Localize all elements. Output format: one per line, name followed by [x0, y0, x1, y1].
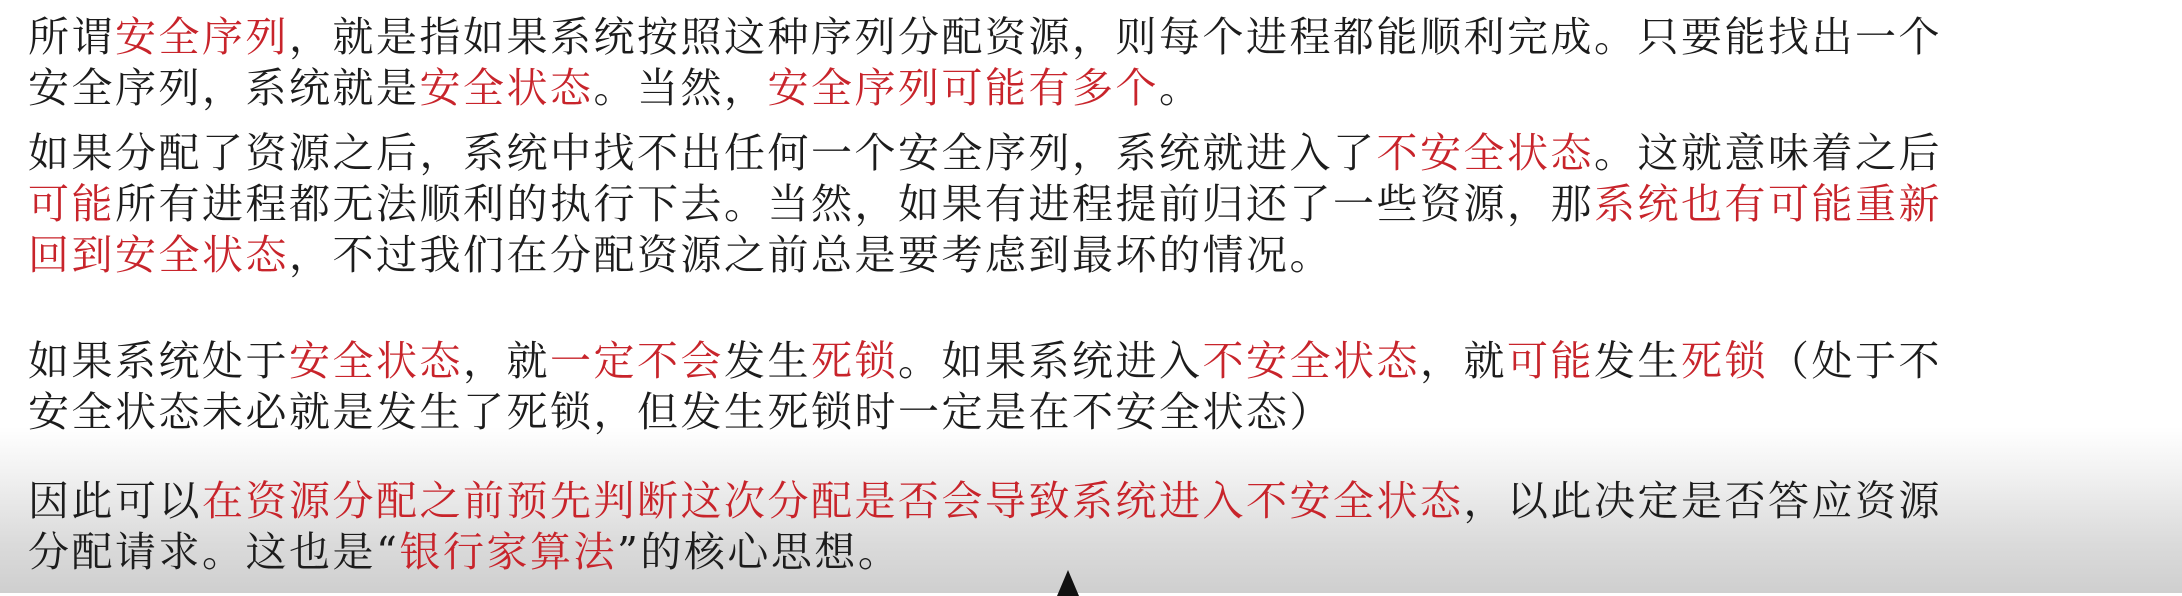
text-line	[28, 128, 2158, 179]
highlighted-term: 一定不会	[550, 337, 724, 385]
highlighted-term: 死锁	[811, 337, 898, 385]
text-run: 。如果系统进入	[898, 337, 1203, 385]
text-run: ，就是指如果系统按照这种序列分配资源，则每个进程都能顺利完成。只要能找出一个	[289, 13, 1942, 61]
highlighted-term: 可能	[1507, 337, 1594, 385]
text-run: 。这就意味着之后	[1594, 129, 1942, 177]
text-line	[28, 387, 2158, 438]
text-run: ，就	[1420, 337, 1507, 385]
text-run: 。	[1159, 64, 1203, 112]
highlighted-term: 银行家算法	[399, 528, 617, 576]
text-run: ，不过我们在分配资源之前总是要考虑到最坏的情况。	[289, 231, 1333, 279]
text-run: 所有进程都无法顺利的执行下去。当然，如果有进程提前归还了一些资源，那	[115, 180, 1594, 228]
highlighted-term: 安全序列	[115, 13, 289, 61]
text-run: 安全序列，系统就是	[28, 64, 420, 112]
paragraph-unsafe-state-explanation	[28, 128, 2158, 281]
text-run: 如果系统处于	[28, 337, 289, 385]
text-run: ”的核心思想。	[616, 528, 902, 576]
highlighted-term: 可能	[28, 180, 115, 228]
highlighted-term: 不安全状态	[1202, 337, 1420, 385]
highlighted-term: 不安全状态	[1376, 129, 1594, 177]
text-run: 因此可以	[28, 477, 202, 525]
text-run: 。当然，	[593, 64, 768, 112]
text-run: 分配请求。这也是“	[28, 528, 400, 576]
highlighted-term: 在资源分配之前预先判断这次分配是否会导致系统进入不安全状态	[202, 477, 1464, 525]
text-line	[28, 179, 2158, 230]
text-line	[28, 336, 2158, 387]
text-run: 发生	[724, 337, 811, 385]
paragraph-safe-sequence-definition	[28, 12, 2158, 114]
text-line	[28, 230, 2158, 281]
highlighted-term: 系统也有可能重新	[1594, 180, 1942, 228]
text-run: 发生	[1594, 337, 1681, 385]
paragraph-bankers-algorithm-idea	[28, 476, 2158, 578]
text-run: （处于不	[1768, 337, 1942, 385]
highlighted-term: 死锁	[1681, 337, 1768, 385]
text-line	[28, 476, 2158, 527]
text-run: ，以此决定是否答应资源	[1463, 477, 1942, 525]
highlighted-term: 安全状态	[289, 337, 463, 385]
text-line	[28, 63, 2158, 114]
text-run: 安全状态未必就是发生了死锁，但发生死锁时一定是在不安全状态）	[28, 388, 1333, 436]
highlighted-term: 安全序列可能有多个	[767, 64, 1159, 112]
text-run: ，就	[463, 337, 550, 385]
highlighted-term: 安全状态	[419, 64, 594, 112]
mouse-pointer-icon	[1057, 570, 1079, 596]
paragraph-deadlock-relation	[28, 336, 2158, 438]
text-line	[28, 12, 2158, 63]
text-run: 如果分配了资源之后，系统中找不出任何一个安全序列，系统就进入了	[28, 129, 1377, 177]
text-line	[28, 527, 2158, 578]
text-run: 所谓	[28, 13, 115, 61]
highlighted-term: 回到安全状态	[28, 231, 289, 279]
